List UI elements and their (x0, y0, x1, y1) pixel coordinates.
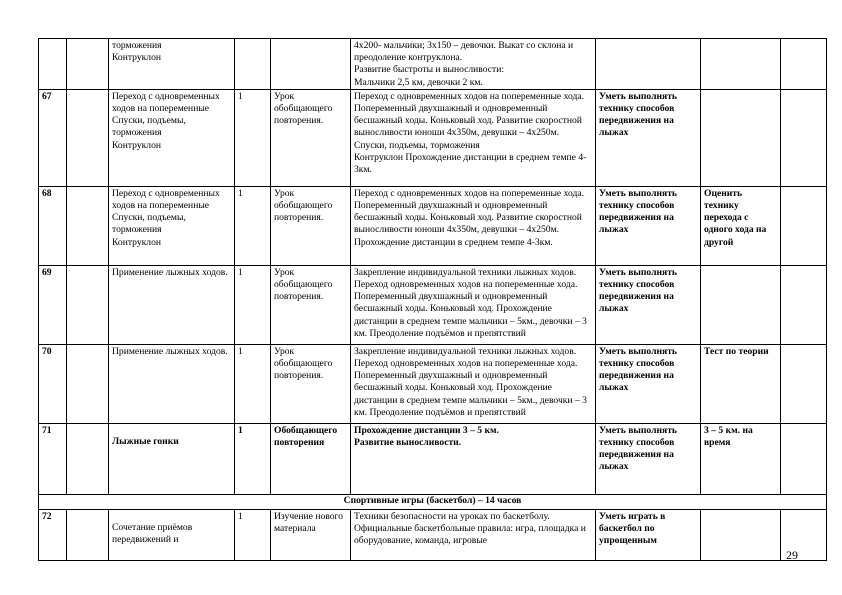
table-row (39, 39, 827, 90)
content-cell: Техники безопасности на уроках по баскетболу. Официальные баскетбольные правила: игра, площадка и оборудование, команда, игровые (351, 509, 596, 560)
control-cell: 3 – 5 км. на время (701, 423, 781, 494)
cell-blank (781, 423, 827, 494)
lesson-type-cell: Обобщающего повторения (271, 423, 351, 494)
table-row (39, 509, 827, 560)
hours-cell: 1 (235, 265, 271, 344)
content-cell (351, 186, 596, 265)
topic-text: Переход с одновременных ходов на попеременные Спуски, подъемы, торможения Контруклон (112, 90, 220, 151)
section-title: Спортивные игры (баскетбол) – 14 часов (39, 494, 827, 509)
cell-blank (271, 39, 351, 90)
content-cell (351, 89, 596, 186)
topic-cell: Применение лыжных ходов. (109, 265, 235, 344)
topic-cell (109, 39, 235, 90)
lesson-type-cell: Урок обобщающего повторения. (271, 89, 351, 186)
section-row (39, 494, 827, 509)
control-cell (701, 265, 781, 344)
cell-blank (67, 344, 109, 423)
content-text: 4х200- мальчики; 3х150 – девочки. Выкат со склона и преодоление контруклона. Развитие быстроты и выносливости: Мальчики 2,5 км, девочки 2 км. (354, 40, 574, 88)
requirements-cell: Уметь выполнять технику способов передвижения на лыжах (596, 265, 701, 344)
topic-cell (109, 89, 235, 186)
requirements-cell: Уметь выполнять технику способов передвижения на лыжах (596, 344, 701, 423)
cell-blank (235, 39, 271, 90)
cell-blank (67, 265, 109, 344)
cell-blank (701, 39, 781, 90)
cell-blank (67, 89, 109, 186)
lesson-plan-table (38, 38, 827, 561)
content-cell (351, 423, 596, 494)
hours-cell: 1 (235, 186, 271, 265)
topic-cell: Применение лыжных ходов. (109, 344, 235, 423)
cell-blank (67, 509, 109, 560)
lesson-type-cell: Урок обобщающего повторения. (271, 186, 351, 265)
hours-cell: 1 (235, 344, 271, 423)
cell-blank (67, 186, 109, 265)
content-text: Переход с одновременных ходов на попеременные хода. Попеременный двухшажный и одновременный бесшажный ходы. Коньковый ход. Развитие скоростной выносливости юноши 4х350м, девушки – 4х250м. Прохождение дистанции в среднем темпе 4-3км. (354, 187, 585, 248)
topic-cell: Лыжные гонки (109, 423, 235, 494)
control-cell: Оценить технику перехода с одного хода на другой (701, 186, 781, 265)
requirements-cell: Уметь выполнять технику способов передвижения на лыжах (596, 89, 701, 186)
topic-cell: Сочетание приёмов передвижений и (109, 509, 235, 560)
topic-text: торможения Контруклон (112, 40, 162, 64)
content-cell: Закрепление индивидуальной техники лыжных ходов. Переход одновременных ходов на попеременные хода. Попеременный двухшажный и одновременный бесшажный ходы. Коньковый ход. Прохождение дистанции в среднем темпе мальчики – 5км., девочки – 3 км. Преодоление подъёмов и препятствий (351, 344, 596, 423)
lesson-number: 68 (39, 186, 67, 265)
hours-cell: 1 (235, 509, 271, 560)
lesson-number: 67 (39, 89, 67, 186)
cell-blank (781, 344, 827, 423)
lesson-type-cell: Изучение нового материала (271, 509, 351, 560)
lesson-type-cell: Урок обобщающего повторения. (271, 265, 351, 344)
cell-blank (781, 186, 827, 265)
lesson-number: 70 (39, 344, 67, 423)
hours-cell: 1 (235, 423, 271, 494)
table-row (39, 89, 827, 186)
cell-blank (781, 265, 827, 344)
cell-blank (781, 89, 827, 186)
control-cell (701, 509, 781, 560)
topic-cell (109, 186, 235, 265)
page-number: 29 (786, 548, 798, 562)
table-row (39, 344, 827, 423)
cell-blank (39, 39, 67, 90)
requirements-cell: Уметь выполнять технику способов передвижения на лыжах (596, 423, 701, 494)
requirements-cell: Уметь выполнять технику способов передвижения на лыжах (596, 186, 701, 265)
table-row (39, 423, 827, 494)
topic-text: Переход с одновременных ходов на попеременные Спуски, подъемы, торможения Контруклон (112, 187, 220, 248)
lesson-number: 71 (39, 423, 67, 494)
content-text: Переход с одновременных ходов на попеременные хода. Попеременный двухшажный и одновременный бесшажный ходы. Коньковый ход. Развитие скоростной выносливости юноши 4х350м, девушки – 4х250м. Спуски, подъемы, торможения Контруклон Прохождение дистанции в среднем темпе 4-3км. (354, 90, 587, 176)
cell-blank (67, 423, 109, 494)
content-cell: Закрепление индивидуальной техники лыжных ходов. Переход одновременных ходов на попеременные хода. Попеременный двухшажный и одновременный бесшажный ходы. Коньковый ход. Прохождение дистанции в среднем темпе мальчики – 5км., девочки – 3 км. Преодоление подъёмов и препятствий (351, 265, 596, 344)
hours-cell: 1 (235, 89, 271, 186)
requirements-cell: Уметь играть в баскетбол по упрощенным (596, 509, 701, 560)
table-row (39, 265, 827, 344)
control-cell (701, 89, 781, 186)
cell-blank (781, 39, 827, 90)
lesson-number: 69 (39, 265, 67, 344)
cell-blank (67, 39, 109, 90)
lesson-type-cell: Урок обобщающего повторения. (271, 344, 351, 423)
content-cell (351, 39, 596, 90)
cell-blank (596, 39, 701, 90)
content-text: Прохождение дистанции 3 – 5 км. Развитие выносливости. (354, 424, 499, 449)
control-cell: Тест по теории (701, 344, 781, 423)
lesson-number: 72 (39, 509, 67, 560)
table-row (39, 186, 827, 265)
